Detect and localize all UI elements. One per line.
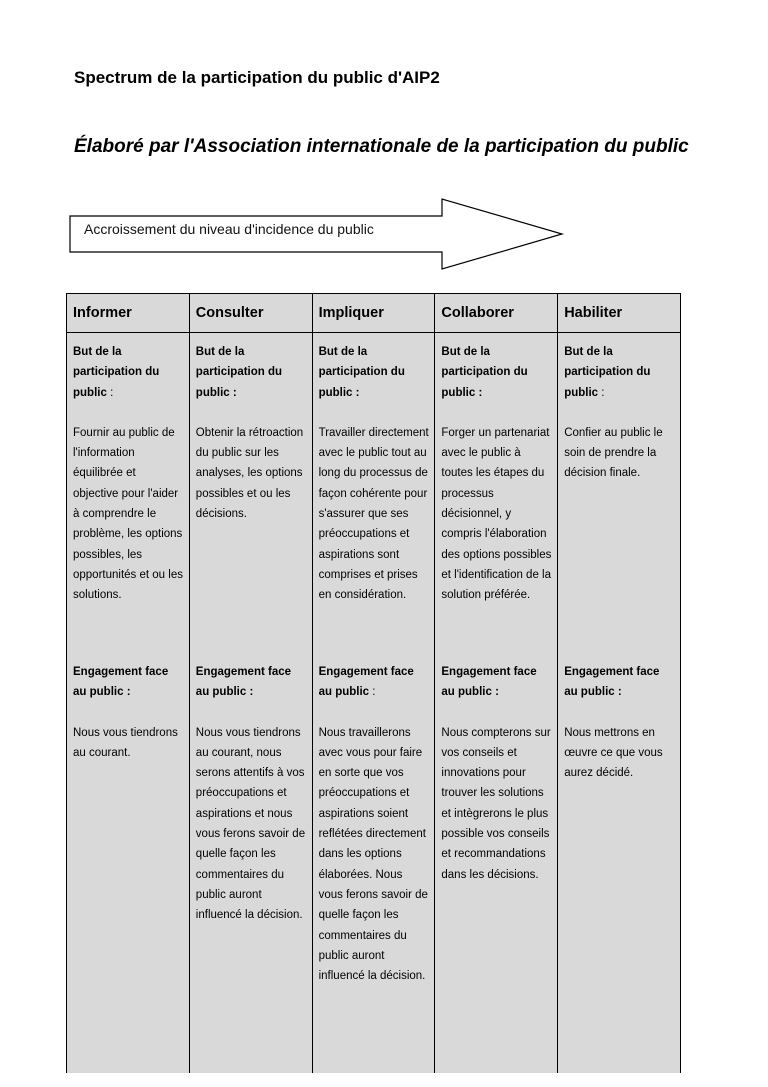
incidence-arrow [66,196,566,272]
header-row [67,294,681,333]
goal-heading [73,333,184,403]
document-subtitle: Élaboré par l'Association internationale de la participation du public [74,136,689,157]
engagement-heading-text: Engagement face au public [441,666,537,699]
goal-cell [558,333,681,654]
engagement-heading [441,653,552,703]
goal-heading-text: But de la participation du public [73,346,160,399]
goal-heading-colon: : [110,386,114,399]
goal-heading-text: But de la participation du public [441,346,528,399]
engagement-cell [67,653,190,1073]
engagement-heading-colon: : [495,686,499,699]
goal-heading-text: But de la participation du public [318,346,405,399]
engagement-row [67,653,681,1073]
column-header-consulter: Consulter [189,294,312,333]
column-header-habiliter: Habiliter [558,294,681,333]
engagement-heading-text: Engagement face au public [318,666,414,699]
engagement-text: Nous travaillerons avec vous pour faire en sorte que vos préoccupations et aspirations soient reflétées directement dans les options élaborées. Nous vous ferons savoir de quelle façon les commentaires du public auront influencé la décision. [318,726,428,983]
engagement-cell [312,653,435,1073]
engagement-heading-colon: : [249,686,254,699]
column-header-informer: Informer [67,294,190,333]
engagement-text: Nous compterons sur vos conseils et innovations pour trouver les solutions et intègrerons le plus possible vos conseils et recommandations dans les décisions. [441,726,551,881]
engagement-heading-text: Engagement face au public [564,666,660,699]
goal-text: Confier au public le soin de prendre la décision finale. [564,426,663,480]
engagement-heading [319,653,430,703]
goal-heading-colon: : [232,386,237,399]
engagement-cell [558,653,681,1073]
goal-heading-text: But de la participation du public [195,346,283,399]
goal-heading-text: But de la participation du public [564,346,651,399]
spectrum-table [66,293,681,1073]
goal-cell [67,333,190,654]
engagement-heading [73,653,184,703]
engagement-text: Nous mettrons en œuvre ce que vous aurez décidé. [564,726,663,780]
engagement-heading-colon: : [617,686,622,699]
column-header-collaborer: Collaborer [435,294,558,333]
engagement-heading-text: Engagement face au public [195,666,292,699]
goal-heading [564,333,675,403]
goal-text: Forger un partenariat avec le public à toutes les étapes du processus décisionnel, y compris l'élaboration des options possibles et l'identification de la solution préférée. [441,426,552,602]
goal-heading-colon: : [478,386,483,399]
goal-text: Obtenir la rétroaction du public sur les analyses, les options possibles et ou les décisions. [195,426,304,521]
goal-text: Travailler directement avec le public tout au long du processus de façon cohérente pour s'assurer que ses préoccupations et aspirations sont comprises et prises en considération. [318,426,429,602]
engagement-cell [435,653,558,1073]
engagement-text: Nous vous tiendrons au courant. [73,726,178,759]
engagement-heading-colon: : [372,686,376,699]
goal-heading [441,333,552,403]
column-header-impliquer: Impliquer [312,294,435,333]
engagement-heading-text: Engagement face au public [73,666,169,699]
goal-text: Fournir au public de l'information équilibrée et objective pour l'aider à comprendre le problème, les options possibles, les opportunités et ou les solutions. [73,426,183,602]
goal-heading-colon: : [355,386,360,399]
engagement-cell [189,653,312,1073]
goal-row [67,333,681,654]
goal-heading [319,333,430,403]
goal-heading-colon: : [601,386,605,399]
engagement-heading-colon: : [126,686,131,699]
arrow-label: Accroissement du niveau d'incidence du public [84,221,374,237]
goal-cell [312,333,435,654]
goal-cell [189,333,312,654]
goal-heading [196,333,307,403]
goal-cell [435,333,558,654]
engagement-heading [196,653,307,703]
document-title: Spectrum de la participation du public d'AIP2 [74,68,440,87]
engagement-heading [564,653,675,703]
engagement-text: Nous vous tiendrons au courant, nous serons attentifs à vos préoccupations et aspirations et nous vous ferons savoir de quelle façon les commentaires du public auront influencé la décision. [195,726,306,922]
